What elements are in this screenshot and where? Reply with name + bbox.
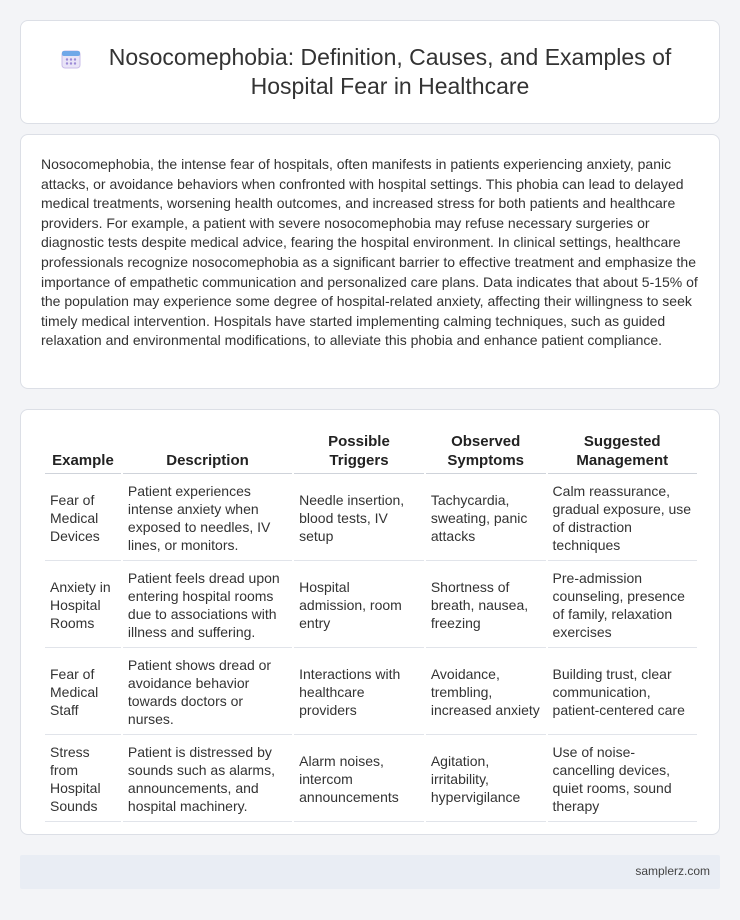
table-cell: Use of noise-cancelling devices, quiet rooms, sound therapy [548, 735, 697, 822]
table-cell: Tachycardia, sweating, panic attacks [426, 474, 546, 561]
table-cell: Patient is distressed by sounds such as alarms, announcements, and hospital machinery. [123, 735, 292, 822]
table-cell: Shortness of breath, nausea, freezing [426, 561, 546, 648]
table-cell: Patient experiences intense anxiety when exposed to needles, IV lines, or monitors. [123, 474, 292, 561]
column-header: Suggested Management [548, 432, 697, 474]
page-title: Nosocomephobia: Definition, Causes, and Examples of Hospital Fear in Healthcare [108, 44, 672, 99]
column-header: Example [45, 432, 121, 474]
table-cell: Patient feels dread upon entering hospital rooms due to associations with illness and suffering. [123, 561, 292, 648]
table-cell: Hospital admission, room entry [294, 561, 424, 648]
table-header-row [45, 432, 697, 474]
table-row [45, 474, 697, 561]
table-cell: Needle insertion, blood tests, IV setup [294, 474, 424, 561]
table-cell: Anxiety in Hospital Rooms [45, 561, 121, 648]
table-cell: Pre-admission counseling, presence of family, relaxation exercises [548, 561, 697, 648]
footer-site-link[interactable]: samplerz.com [635, 864, 710, 878]
table-cell: Alarm noises, intercom announcements [294, 735, 424, 822]
intro-paragraph: Nosocomephobia, the intense fear of hospitals, often manifests in patients experiencing anxiety, panic attacks, or avoidance behaviors when confronted with hospital settings. This phobia can lead to delayed medical treatments, worsening health outcomes, and increased stress for both patients and healthcare providers. For example, a patient with severe nosocomephobia may refuse necessary surgeries or diagnostic tests despite medical advice, fearing the hospital environment. In clinical settings, healthcare professionals recognize nosocomephobia as a significant barrier to effective treatment and emphasize the importance of empathetic communication and personalized care plans. Data indicates that about 5-15% of the population may experience some degree of hospital-related anxiety, affecting their willingness to seek timely medical intervention. Hospitals have started implementing calming techniques, such as guided relaxation and environmental modifications, to alleviate this phobia and enhance patient compliance. [41, 156, 698, 349]
table-card [20, 409, 720, 835]
table-cell: Building trust, clear communication, patient-centered care [548, 648, 697, 735]
intro-card [20, 134, 720, 389]
table-row [45, 735, 697, 822]
table-cell: Fear of Medical Devices [45, 474, 121, 561]
examples-table [43, 432, 699, 822]
table-cell: Interactions with healthcare providers [294, 648, 424, 735]
table-cell: Agitation, irritability, hypervigilance [426, 735, 546, 822]
footer-bar [20, 855, 720, 889]
table-cell: Stress from Hospital Sounds [45, 735, 121, 822]
column-header: Description [123, 432, 292, 474]
table-cell: Fear of Medical Staff [45, 648, 121, 735]
table-row [45, 648, 697, 735]
table-cell: Avoidance, trembling, increased anxiety [426, 648, 546, 735]
title-card [20, 20, 720, 124]
table-cell: Patient shows dread or avoidance behavior towards doctors or nurses. [123, 648, 292, 735]
table-cell: Calm reassurance, gradual exposure, use of distraction techniques [548, 474, 697, 561]
column-header: Observed Symptoms [426, 432, 546, 474]
table-row [45, 561, 697, 648]
column-header: Possible Triggers [294, 432, 424, 474]
